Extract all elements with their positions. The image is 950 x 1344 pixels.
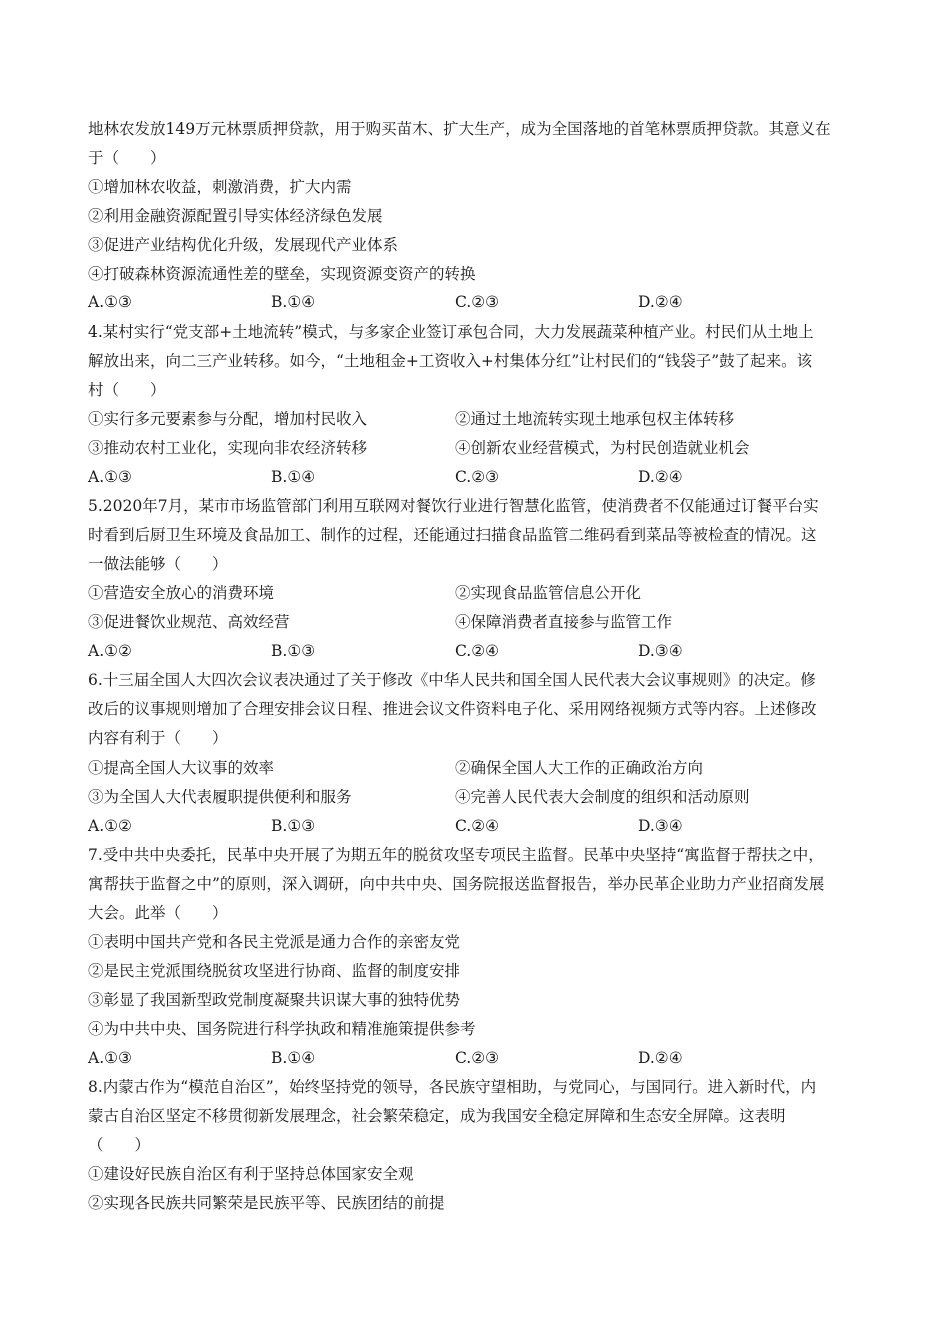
q5-statement-2: ②实现食品监管信息公开化	[455, 584, 642, 602]
q4-stem-line-3: 村（ ）	[88, 381, 166, 399]
q8-statement-2: ②实现各民族共同繁荣是民族平等、民族团结的前提	[88, 1194, 445, 1212]
q3-statement-4: ④打破森林资源流通性差的壁垒，实现资源变资产的转换	[88, 265, 476, 283]
q6-statement-1: ①提高全国人大议事的效率	[88, 759, 275, 777]
q6-option-b: B.①③	[271, 817, 316, 835]
q5-option-d: D.③④	[638, 642, 683, 660]
q6-statement-3: ③为全国人大代表履职提供便利和服务	[88, 788, 352, 806]
q5-statement-3: ③促进餐饮业规范、高效经营	[88, 613, 290, 631]
q7-statement-1: ①表明中国共产党和各民主党派是通力合作的亲密友党	[88, 933, 461, 951]
q4-stem-line-1: 4.某村实行“党支部+土地流转”模式，与多家企业签订承包合同，大力发展蔬菜种植产业。村民们从土地上	[88, 323, 814, 341]
q7-statement-2: ②是民主党派围绕脱贫攻坚进行协商、监督的制度安排	[88, 962, 461, 980]
q6-option-a: A.①②	[88, 817, 132, 835]
q5-option-b: B.①③	[271, 642, 316, 660]
q5-option-c: C.②④	[455, 642, 500, 660]
q5-stem-line-2: 时看到后厨卫生环境及食品加工、制作的过程，还能通过扫描食品监管二维码看到菜品等被检查的情况。这	[88, 526, 817, 544]
q5-statement-4: ④保障消费者直接参与监管工作	[455, 613, 673, 631]
q6-option-d: D.③④	[638, 817, 683, 835]
q6-stem-line-1: 6.十三届全国人大四次会议表决通过了关于修改《中华人民共和国全国人民代表大会议事规则》的决定。修	[88, 671, 816, 689]
q7-stem-line-1: 7.受中共中央委托，民革中央开展了为期五年的脱贫攻坚专项民主监督。民革中央坚持“寓监督于帮扶之中，	[88, 846, 824, 864]
q6-option-c: C.②④	[455, 817, 500, 835]
q4-statement-3: ③推动农村工业化，实现向非农经济转移	[88, 439, 368, 457]
q6-stem-line-3: 内容有利于（ ）	[88, 729, 228, 747]
q7-stem-line-2: 寓帮扶于监督之中”的原则，深入调研，向中共中央、国务院报送监督报告，举办民革企业助力产业招商发展	[88, 875, 825, 893]
q5-statement-1: ①营造安全放心的消费环境	[88, 584, 275, 602]
q3-option-a: A.①③	[88, 293, 132, 311]
q4-option-c: C.②③	[455, 468, 500, 486]
q5-option-a: A.①②	[88, 642, 132, 660]
q5-stem-line-1: 5.2020年7月，某市市场监管部门利用互联网对餐饮行业进行智慧化监管，使消费者不仅能通过订餐平台实	[88, 497, 819, 515]
q8-stem-line-3: （ ）	[88, 1136, 151, 1154]
q4-statement-4: ④创新农业经营模式，为村民创造就业机会	[455, 439, 750, 457]
q3-stem-line-1: 地林农发放149万元林票质押贷款，用于购买苗木、扩大生产，成为全国落地的首笔林票质押贷款。其意义在	[88, 120, 831, 138]
q3-option-c: C.②③	[455, 293, 500, 311]
q7-option-a: A.①③	[88, 1049, 132, 1067]
q4-option-b: B.①④	[271, 468, 316, 486]
q6-stem-line-2: 改后的议事规则增加了合理安排会议日程、推进会议文件资料电子化、采用网络视频方式等内容。上述修改	[88, 700, 817, 718]
q5-stem-line-3: 一做法能够（ ）	[88, 555, 228, 573]
q6-statement-4: ④完善人民代表大会制度的组织和活动原则	[455, 788, 750, 806]
q3-statement-1: ①增加林农收益，刺激消费，扩大内需	[88, 178, 352, 196]
q8-stem-line-1: 8.内蒙古作为“模范自治区”，始终坚持党的领导，各民族守望相助，与党同心，与国同行。进入新时代，内	[88, 1078, 817, 1096]
q7-stem-line-3: 大会。此举（ ）	[88, 904, 228, 922]
q7-option-c: C.②③	[455, 1049, 500, 1067]
q4-option-a: A.①③	[88, 468, 132, 486]
q4-stem-line-2: 解放出来，向二三产业转移。如今，“土地租金+工资收入+村集体分红”让村民们的“钱袋子”鼓了起来。该	[88, 352, 813, 370]
q3-statement-3: ③促进产业结构优化升级，发展现代产业体系	[88, 236, 399, 254]
q3-option-d: D.②④	[638, 293, 683, 311]
q6-statement-2: ②确保全国人大工作的正确政治方向	[455, 759, 704, 777]
q3-statement-2: ②利用金融资源配置引导实体经济绿色发展	[88, 207, 383, 225]
q3-stem-line-2: 于（ ）	[88, 149, 166, 167]
q4-option-d: D.②④	[638, 468, 683, 486]
q7-statement-4: ④为中共中央、国务院进行科学执政和精准施策提供参考	[88, 1020, 476, 1038]
q8-stem-line-2: 蒙古自治区坚定不移贯彻新发展理念，社会繁荣稳定，成为我国安全稳定屏障和生态安全屏障。这表明	[88, 1107, 786, 1125]
q7-option-b: B.①④	[271, 1049, 316, 1067]
q7-option-d: D.②④	[638, 1049, 683, 1067]
q4-statement-1: ①实行多元要素参与分配，增加村民收入	[88, 410, 368, 428]
q4-statement-2: ②通过土地流转实现土地承包权主体转移	[455, 410, 735, 428]
q8-statement-1: ①建设好民族自治区有利于坚持总体国家安全观	[88, 1165, 414, 1183]
q7-statement-3: ③彰显了我国新型政党制度凝聚共识谋大事的独特优势	[88, 991, 461, 1009]
q3-option-b: B.①④	[271, 293, 316, 311]
